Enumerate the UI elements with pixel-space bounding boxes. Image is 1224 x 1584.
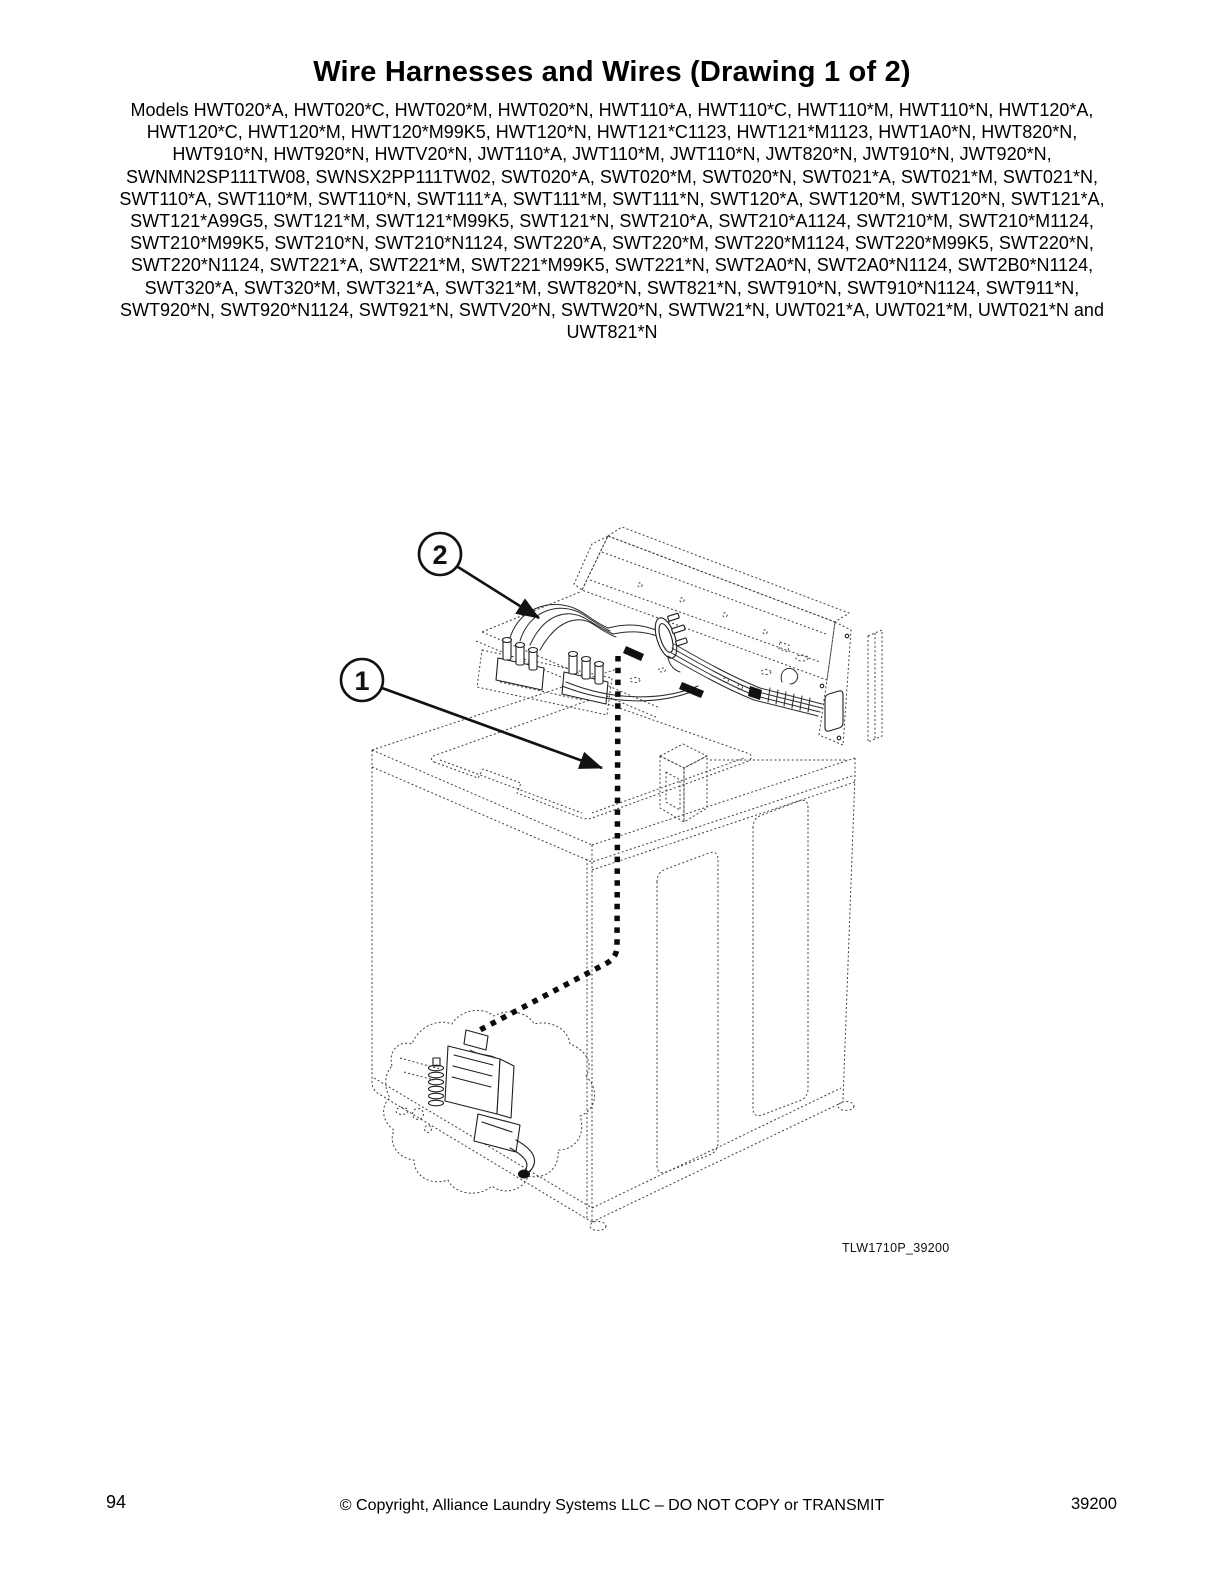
copyright-notice: © Copyright, Alliance Laundry Systems LLC – DO NOT COPY or TRANSMIT xyxy=(339,1497,885,1514)
callout-2 xyxy=(419,533,539,618)
control-board xyxy=(819,622,851,745)
callout-1-number: 1 xyxy=(354,666,370,696)
model-list-line: SWT920*N, SWT920*N1124, SWT921*N, SWTV20*N, SWTW20*N, SWTW21*N, UWT021*A, UWT021*M, UWT021*N and xyxy=(120,299,1104,320)
model-list-line: SWT110*A, SWT110*M, SWT110*N, SWT111*A, SWT111*M, SWT111*N, SWT120*A, SWT120*M, SWT120*N, SWT121*A, xyxy=(119,188,1105,209)
page-number: 94 xyxy=(106,1492,127,1512)
model-list-line: Models HWT020*A, HWT020*C, HWT020*M, HWT020*N, HWT110*A, HWT110*C, HWT110*M, HWT110*N, HWT120*A, xyxy=(130,100,1094,120)
spring-coil xyxy=(429,1065,444,1106)
model-list-line: UWT821*N xyxy=(566,322,658,343)
pressure-switch-assembly xyxy=(400,1030,535,1179)
model-list-line: SWT210*M99K5, SWT210*N, SWT210*N1124, SWT220*A, SWT220*M, SWT220*M1124, SWT220*M99K5, SWT220*N, xyxy=(130,233,1094,254)
callout-1-leader xyxy=(382,688,602,768)
callout-2-leader xyxy=(458,567,539,618)
cabinet xyxy=(372,668,855,1231)
wire-harness xyxy=(510,605,822,716)
model-list-line: SWT220*N1124, SWT221*A, SWT221*M, SWT221*M99K5, SWT221*N, SWT2A0*N, SWT2A0*N1124, SWT2B0*N1124, xyxy=(130,255,1094,276)
cutaway xyxy=(384,1010,595,1193)
figure-code-label: TLW1710P_39200 xyxy=(842,1241,950,1255)
lid xyxy=(431,700,751,819)
console xyxy=(574,527,882,745)
callout-2-number: 2 xyxy=(432,540,448,570)
model-list-line: HWT910*N, HWT920*N, HWTV20*N, JWT110*A, JWT110*M, JWT110*N, JWT820*N, JWT910*N, JWT920*N, xyxy=(172,144,1052,165)
model-list-line: SWNMN2SP111TW08, SWNSX2PP111TW02, SWT020*A, SWT020*M, SWT020*N, SWT021*A, SWT021*M, SWT021*N, xyxy=(126,166,1098,187)
lid-lock-cover xyxy=(660,744,707,822)
model-list xyxy=(57,99,1167,343)
washer-figure xyxy=(330,510,890,1250)
side-panel-insets xyxy=(657,800,808,1172)
model-list-line: SWT320*A, SWT320*M, SWT321*A, SWT321*M, SWT820*N, SWT821*N, SWT910*N, SWT910*N1124, SWT911*N, xyxy=(144,277,1080,298)
doc-number: 39200 xyxy=(1071,1495,1117,1513)
callout-1 xyxy=(341,659,602,768)
washer-diagram xyxy=(330,510,890,1250)
model-list-line: SWT121*A99G5, SWT121*M, SWT121*M99K5, SWT121*N, SWT210*A, SWT210*A1124, SWT210*M, SWT210*M1124, xyxy=(130,211,1094,232)
model-list-line: HWT120*C, HWT120*M, HWT120*M99K5, HWT120*N, HWT121*C1123, HWT121*M1123, HWT1A0*N, HWT820*N, xyxy=(146,122,1078,143)
leveling-feet xyxy=(396,1102,854,1231)
page-title: Wire Harnesses and Wires (Drawing 1 of 2) xyxy=(313,56,911,88)
water-valve-assembly xyxy=(477,638,612,716)
